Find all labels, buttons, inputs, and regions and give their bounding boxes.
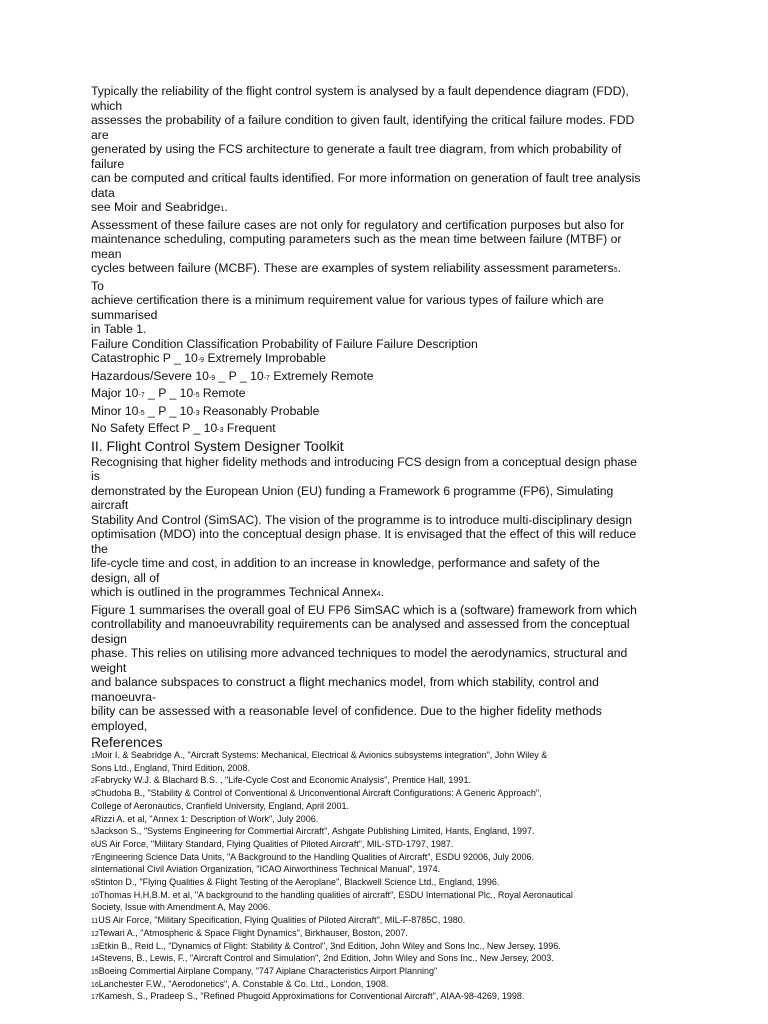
reference-text: Jackson S., "Systems Engineering for Commertial Aircraft", Ashgate Publishing Limited, Hants, England, 1997.	[94, 826, 535, 837]
row-label: No Safety Effect P _ 10	[91, 421, 218, 435]
table-row	[91, 351, 681, 369]
mcbf-text: cycles between failure (MCBF). These are examples of system reliability assessment parameters	[91, 261, 614, 275]
text-line: Typically the reliability of the flight control system is analysed by a fault dependence diagram (FDD),	[91, 84, 629, 98]
row-description: Extremely Improbable	[204, 351, 326, 365]
reference-text: Tewari A., "Atmospheric & Space Flight Dynamics", Birkhauser, Boston, 2007.	[98, 927, 408, 938]
reference-item	[91, 852, 681, 865]
reference-item	[91, 801, 681, 814]
text-line: data	[91, 185, 115, 200]
reference-number: 11	[91, 918, 99, 926]
exponent: -3	[193, 409, 200, 417]
text-line: failure	[91, 156, 125, 171]
reference-number: 16	[91, 981, 99, 989]
exponent: -5	[193, 392, 200, 399]
reference-item	[91, 763, 681, 776]
exponent: -9	[197, 357, 205, 364]
exponent: -9	[208, 374, 216, 382]
text-line: manoeuvra-	[91, 689, 157, 704]
text-line: To	[91, 278, 104, 293]
reference-number: 5	[91, 829, 95, 837]
text-line: in Table 1.	[91, 322, 147, 336]
reference-item	[91, 928, 681, 941]
reference-number: 6	[91, 841, 95, 849]
reference-number: 12	[91, 930, 99, 938]
text-line: demonstrated by the European Union (EU) funding a Framework 6 programme (FP6), Simulating	[91, 483, 614, 498]
reference-item	[91, 864, 681, 877]
reference-text: Society, Issue with Amendment A, May 2006.	[91, 902, 271, 913]
text-line: aircraft	[91, 498, 129, 512]
table-row	[91, 369, 681, 387]
reference-number: 9	[91, 880, 95, 888]
reference-number: 7	[91, 854, 95, 862]
reference-item	[91, 788, 681, 801]
reference-item	[91, 966, 681, 979]
text-line: weight	[91, 660, 127, 675]
reference-text: International Civil Aviation Organization, "ICAO Airworthiness Technical Manual", 1974.	[94, 864, 441, 875]
text-line-see-moir	[91, 200, 681, 218]
exponent: -7	[263, 374, 270, 382]
citation-marker: 1	[220, 206, 225, 213]
text-line: Stability And Control (SimSAC). The vision of the programme is to introduce multi-disciplinary design	[91, 512, 632, 527]
reference-text: Fabrycky W.J. & Blachard B.S. , "Life-Cycle Cost and Economic Analysis", Prentice Hall, 1991.	[94, 775, 471, 786]
reference-item	[91, 941, 681, 954]
reference-text: Lanchester F.W., "Aerodonetics", A. Constable & Co. Ltd., London, 1908.	[98, 978, 389, 989]
mcbf-tail: .	[617, 261, 621, 275]
reference-item	[91, 915, 681, 928]
paragraph-fdd	[91, 84, 681, 218]
row-label: Minor 10	[91, 403, 139, 418]
citation-marker: 5	[613, 267, 618, 274]
paragraph-figure1	[91, 603, 681, 734]
exponent: -3	[217, 427, 224, 434]
row-range: _ P _ 10	[215, 368, 264, 383]
reference-number: 10	[91, 892, 99, 900]
citation-marker: 4	[376, 591, 381, 598]
text-line: generated by using the FCS architecture to generate a fault tree diagram, from which probability of	[91, 142, 622, 156]
text-line: employed,	[91, 718, 148, 733]
text-line: mean	[91, 246, 122, 261]
reference-text: Thomas H.H.B.M. et al, "A background to the handling qualities of aircraft", ESDU International Plc., Royal Aeronautical	[98, 889, 573, 900]
document-page	[91, 84, 681, 1004]
text-line: achieve certification there is a minimum requirement value for various types of failure which are	[91, 293, 604, 307]
reference-text: Boeing Commertial Airplane Company, "747 Aiplane Characteristics Airport Planning"	[98, 965, 438, 976]
reference-number: 13	[91, 943, 99, 951]
reference-text: Stinton D., "Flying Qualities & Flight Testing of the Aeroplane", Blackwell Science Ltd., England, 1996.	[94, 877, 500, 888]
exponent: -5	[138, 409, 145, 417]
document-body	[91, 84, 681, 733]
reference-number: 1	[91, 753, 95, 760]
reference-item	[91, 826, 681, 839]
see-moir-tail: .	[224, 200, 228, 214]
annex-text: which is outlined in the programmes Technical Annex	[91, 585, 377, 599]
reference-number: 14	[91, 956, 99, 964]
paragraph-simsac	[91, 455, 681, 603]
reference-number: 15	[91, 968, 99, 976]
paragraph-assessment	[91, 218, 681, 337]
text-line-annex	[91, 585, 681, 603]
text-line: controllability and manoeuvrability requirements can be analysed and assessed from the conceptual	[91, 617, 630, 631]
table-header: Failure Condition Classification Probability of Failure Failure Description	[91, 336, 478, 351]
text-line: Recognising that higher fidelity methods and introducing FCS design from a conceptual design phase	[91, 454, 638, 469]
reference-text: Rizzi A. et al, "Annex 1: Description of Work", July 2006.	[94, 813, 319, 824]
reference-item	[91, 979, 681, 992]
reference-text: Kamesh, S., Pradeep S., "Refined Phugoid Approximations for Conventional Aircraft", AIAA-98-4269, 1998.	[98, 991, 525, 1002]
text-line: maintenance scheduling, computing parameters such as the mean time between failure (MTBF) or	[91, 232, 622, 246]
table-row	[91, 421, 681, 439]
text-line: phase. This relies on utilising more advanced techniques to model the aerodynamics, structural and	[91, 646, 628, 660]
text-line: is	[91, 469, 100, 483]
reference-text: Moir I. & Seabridge A., "Aircraft Systems: Mechanical, Electrical & Avionics subsystems integration", John Wiley &	[94, 750, 548, 760]
text-line: Figure 1 summarises the overall goal of EU FP6 SimSAC which is a (software) framework from which	[91, 602, 637, 617]
text-line: design, all of	[91, 570, 160, 585]
reference-number: 4	[91, 816, 95, 824]
reference-text: Stevens, B., Lewis, F., "Aircraft Control and Simulation", 2nd Edition, John Wiley and Sons Inc., New Jersey, 2003.	[98, 953, 554, 964]
reference-text: College of Aeronautics, Cranfield University, England, April 2001.	[91, 800, 349, 811]
text-line: summarised	[91, 307, 158, 322]
reference-number: 3	[91, 791, 95, 799]
reference-number: 8	[91, 867, 95, 875]
text-line: the	[91, 541, 108, 556]
references-title: References	[91, 734, 163, 750]
reference-item	[91, 890, 681, 903]
row-label: Hazardous/Severe 10	[91, 368, 209, 383]
text-line-mcbf	[91, 261, 681, 279]
reference-text: US Air Force, "Military Specification, Flying Qualities of Piloted Aircraft", MIL-F-8785C, 1980.	[98, 915, 466, 926]
reference-item	[91, 814, 681, 827]
reference-item	[91, 902, 681, 915]
reference-item	[91, 839, 681, 852]
reference-text: Etkin B., Reid L., "Dynamics of Flight: Stability & Control", 3nd Edition, John Wiley and Sons Inc., New Jersey, 1996.	[98, 940, 561, 951]
references-list	[91, 750, 681, 1004]
text-line: and balance subspaces to construct a flight mechanics model, from which stability, control and	[91, 675, 599, 689]
text-line: Assessment of these failure cases are not only for regulatory and certification purposes but also for	[91, 217, 625, 232]
annex-tail: .	[380, 585, 384, 599]
row-description: Remote	[199, 386, 246, 400]
text-line: assesses the probability of a failure condition to given fault, identifying the critical failure modes. FDD	[91, 113, 635, 127]
text-line: life-cycle time and cost, in addition to an increase in knowledge, performance and safety of the	[91, 556, 600, 570]
text-line: are	[91, 127, 109, 142]
row-label: Catastrophic P _ 10	[91, 351, 198, 365]
row-range: _ P _ 10	[144, 403, 194, 418]
exponent: -7	[138, 392, 145, 399]
text-line: which	[91, 98, 123, 113]
reference-item	[91, 750, 681, 763]
row-description: Reasonably Probable	[199, 403, 320, 418]
row-description: Extremely Remote	[269, 368, 374, 383]
reference-text: Engineering Science Data Units, "A Background to the Handling Qualities of Aircraft", ESDU 92006, July 2006.	[94, 851, 535, 862]
reference-item	[91, 775, 681, 788]
table-row	[91, 386, 681, 404]
row-label: Major 10	[91, 386, 139, 400]
see-moir-text: see Moir and Seabridge	[91, 200, 221, 214]
row-description: Frequent	[223, 421, 276, 435]
reference-item	[91, 991, 681, 1004]
text-line: can be computed and critical faults identified. For more information on generation of fault tree analysis	[91, 171, 641, 185]
row-range: _ P _ 10	[144, 386, 194, 400]
reference-item	[91, 877, 681, 890]
reference-item	[91, 953, 681, 966]
text-line: design	[91, 631, 127, 646]
reference-text: Sons Ltd., England, Third Edition, 2008.	[91, 762, 250, 773]
failure-table	[91, 337, 681, 439]
text-line: optimisation (MDO) into the conceptual design phase. It is envisaged that the effect of this will reduce	[91, 527, 637, 541]
table-row	[91, 404, 681, 422]
reference-number: 2	[91, 778, 95, 786]
section-heading: II. Flight Control System Designer Toolkit	[91, 437, 344, 454]
reference-text: US Air Force, "Military Standard, Flying Qualities of Piloted Aircraft", MIL-STD-1797, 1987.	[94, 838, 454, 849]
text-line: bility can be assessed with a reasonable level of confidence. Due to the higher fidelity methods	[91, 704, 602, 718]
reference-number: 17	[91, 994, 99, 1002]
reference-text: Chudoba B., "Stability & Control of Conventional & Unconventional Aircraft Configurations: A Generic Approach",	[94, 788, 542, 799]
